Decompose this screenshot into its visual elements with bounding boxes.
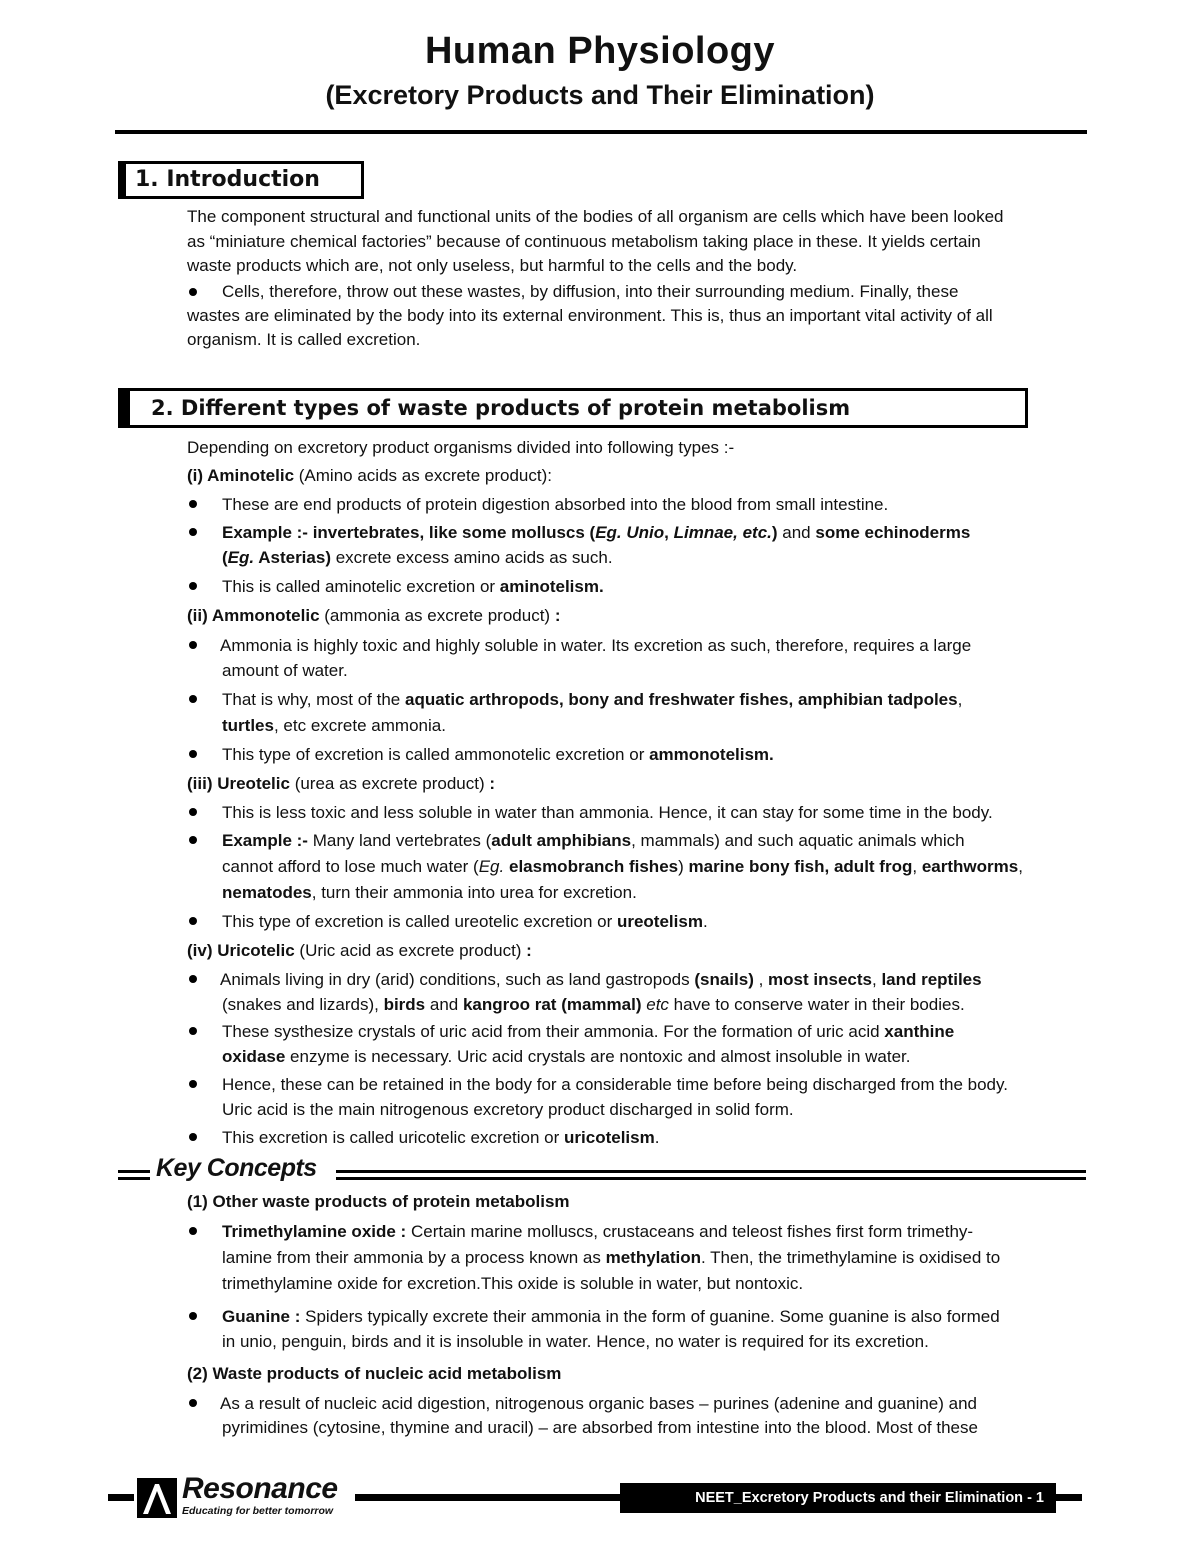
footer-rule xyxy=(355,1494,623,1501)
logo-mark-icon xyxy=(137,1478,177,1518)
uricotelic-point: Animals living in dry (arid) conditions, such as land gastropods (snails) , most insects, land reptiles xyxy=(220,970,982,989)
bullet-icon xyxy=(189,582,197,590)
aminotelic-point: This is called aminotelic excretion or aminotelism. xyxy=(222,577,604,596)
ammonotelic-point-cont: turtles, etc excrete ammonia. xyxy=(222,716,446,735)
footer-brand: Resonance xyxy=(182,1472,338,1505)
bullet-icon xyxy=(189,836,197,844)
bullet-icon xyxy=(189,528,197,536)
ammonotelic-heading: (ii) Ammonotelic (ammonia as excrete product) : xyxy=(187,606,561,625)
bullet-icon xyxy=(189,1312,197,1320)
bullet-icon xyxy=(189,288,197,296)
key-concepts-banner xyxy=(118,1154,1086,1188)
footer-rule xyxy=(1056,1494,1082,1501)
bullet-icon xyxy=(189,1133,197,1141)
bullet-icon xyxy=(189,1399,197,1407)
intro-line: Cells, therefore, throw out these wastes, by diffusion, into their surrounding medium. Finally, these xyxy=(222,282,959,301)
ammonotelic-point: This type of excretion is called ammonotelic excretion or ammonotelism. xyxy=(222,745,774,764)
uricotelic-point-cont: oxidase enzyme is necessary. Uric acid crystals are nontoxic and almost insoluble in water. xyxy=(222,1047,911,1066)
nucleic-point-cont: pyrimidines (cytosine, thymine and uracil) – are absorbed from intestine into the blood. Most of these xyxy=(222,1418,978,1437)
aminotelic-point: These are end products of protein digestion absorbed into the blood from small intestine. xyxy=(222,495,889,514)
uricotelic-point: These systhesize crystals of uric acid from their ammonia. For the formation of uric acid xanthine xyxy=(222,1022,955,1041)
bullet-icon xyxy=(189,695,197,703)
footer-rule xyxy=(108,1494,134,1501)
ammonotelic-point-cont: amount of water. xyxy=(222,661,348,680)
key-concepts-rule xyxy=(336,1170,1086,1173)
ureotelic-example-cont: nematodes, turn their ammonia into urea for excretion. xyxy=(222,883,637,902)
key-concepts-subheading: (2) Waste products of nucleic acid metabolism xyxy=(187,1364,562,1383)
ureotelic-point: This is less toxic and less soluble in water than ammonia. Hence, it can stay for some time in the body. xyxy=(222,803,993,822)
ammonotelic-point: That is why, most of the aquatic arthropods, bony and freshwater fishes, amphibian tadpoles, xyxy=(222,690,963,709)
key-concepts-subheading: (1) Other waste products of protein metabolism xyxy=(187,1192,570,1211)
uricotelic-point-cont: (snakes and lizards), birds and kangroo rat (mammal) etc have to conserve water in their bodies. xyxy=(222,995,965,1014)
uricotelic-point: Hence, these can be retained in the body for a considerable time before being discharged from the body. xyxy=(222,1075,1008,1094)
page-title: Human Physiology xyxy=(424,30,776,72)
intro-line: organism. It is called excretion. xyxy=(187,330,421,349)
ammonotelic-point: Ammonia is highly toxic and highly soluble in water. Its excretion as such, therefore, requires a large xyxy=(220,636,972,655)
bullet-icon xyxy=(189,975,197,983)
ureotelic-example-cont: cannot afford to lose much water (Eg. elasmobranch fishes) marine bony fish, adult frog, earthworms, xyxy=(222,857,1023,876)
intro-line: waste products which are, not only useless, but harmful to the cells and the body. xyxy=(187,256,798,275)
uricotelic-heading: (iv) Uricotelic (Uric acid as excrete product) : xyxy=(187,941,532,960)
intro-line: wastes are eliminated by the body into its external environment. This is, thus an important vital activity of all xyxy=(187,306,993,325)
key-concepts-heading: Key Concepts xyxy=(156,1154,317,1182)
resonance-logo-icon xyxy=(137,1478,177,1518)
tmao-point-cont: lamine from their ammonia by a process known as methylation. Then, the trimethylamine is oxidised to xyxy=(222,1248,1001,1267)
aminotelic-example: Example :- invertebrates, like some molluscs (Eg. Unio, Limnae, etc.) and some echinoderms xyxy=(222,523,971,542)
bullet-icon xyxy=(189,808,197,816)
intro-line: The component structural and functional units of the bodies of all organism are cells which have been looked xyxy=(187,207,1004,226)
aminotelic-example-cont: (Eg. Asterias) excrete excess amino acids as such. xyxy=(222,548,613,567)
section-heading-introduction xyxy=(118,161,364,199)
guanine-point-cont: in unio, penguin, birds and it is insoluble in water. Hence, no water is required for its excretion. xyxy=(222,1332,929,1351)
title-rule xyxy=(115,130,1087,134)
bullet-icon xyxy=(189,500,197,508)
footer-tagline: Educating for better tomorrow xyxy=(182,1505,334,1517)
ureotelic-heading: (iii) Ureotelic (urea as excrete product) : xyxy=(187,774,496,793)
ureotelic-point: This type of excretion is called ureotelic excretion or ureotelism. xyxy=(222,912,708,931)
section-heading-text: 2. Different types of waste products of protein metabolism xyxy=(151,396,851,420)
bullet-icon xyxy=(189,750,197,758)
ureotelic-example: Example :- Many land vertebrates (adult amphibians, mammals) and such aquatic animals which xyxy=(222,831,965,850)
bullet-icon xyxy=(189,1027,197,1035)
tmao-point-cont: trimethylamine oxide for excretion.This oxide is soluble in water, but nontoxic. xyxy=(222,1274,804,1293)
tmao-point: Trimethylamine oxide : Certain marine molluscs, crustaceans and teleost fishes first form trimethy- xyxy=(222,1222,974,1241)
uricotelic-point-cont: Uric acid is the main nitrogenous excretory product discharged in solid form. xyxy=(222,1100,794,1119)
bullet-icon xyxy=(189,641,197,649)
key-concepts-rule xyxy=(118,1177,150,1180)
footer-page-label: NEET_Excretory Products and their Elimination - 1 xyxy=(620,1483,1056,1513)
aminotelic-heading: (i) Aminotelic (Amino acids as excrete product): xyxy=(187,466,552,485)
section-heading-waste-types xyxy=(118,388,1028,428)
guanine-point: Guanine : Spiders typically excrete their ammonia in the form of guanine. Some guanine is also formed xyxy=(222,1307,1000,1326)
bullet-icon xyxy=(189,917,197,925)
bullet-icon xyxy=(189,1080,197,1088)
page-subtitle: (Excretory Products and Their Elimination) xyxy=(325,80,875,110)
uricotelic-point: This excretion is called uricotelic excretion or uricotelism. xyxy=(222,1128,660,1147)
section-intro: Depending on excretory product organisms divided into following types :- xyxy=(187,438,735,457)
key-concepts-rule xyxy=(118,1170,150,1173)
bullet-icon xyxy=(189,1227,197,1235)
nucleic-point: As a result of nucleic acid digestion, nitrogenous organic bases – purines (adenine and guanine) and xyxy=(220,1394,977,1413)
key-concepts-rule xyxy=(336,1177,1086,1180)
intro-line: as “miniature chemical factories” because of continuous metabolism taking place in these. It yields certain xyxy=(187,232,981,251)
section-heading-text: 1. Introduction xyxy=(135,167,320,192)
